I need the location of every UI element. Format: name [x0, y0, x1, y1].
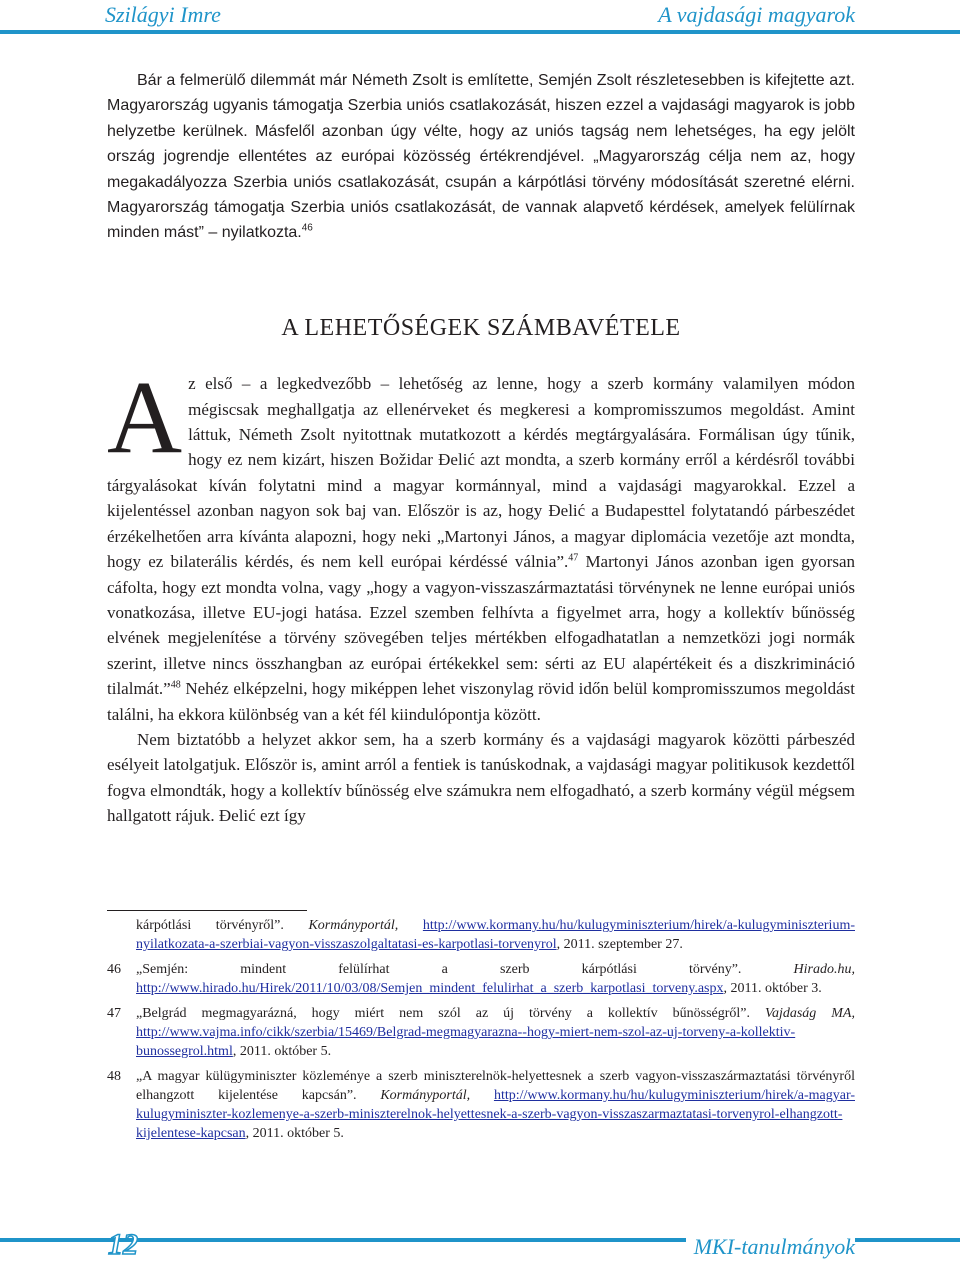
footnote-cont-date: , 2011. szeptember 27. [556, 937, 683, 952]
paragraph-2-text-a: z első – a legkedvezőbb – lehetőség az lenne, hogy a szerb kormány valamilyen módon mégiscsak meghallgatja az ellenérveket és megkeresi a kompromisszumos megoldást. Amint láttuk, Németh Zsolt nyitottnak mutatkozott a kérdés megtárgyalására. Formálisan úgy tűnik, hogy ez nem kizárt, hiszen Božidar Đelić azt mondta, a szerb kormány erről a kérdésről további tárgyalásokat kíván folytatni mind a magyar kormánnyal, mind a vajdasági magyarokkal. Ezzel a kijelentéssel azonban nagyon sok baj van. Először is az, hogy Đelić a Budapesttel folytatandó párbeszédet érzékelhetően arra kívánta alapozni, hogy neki „Martonyi János, a magyar diplomácia vezetője azt mondta, hogy ez bilaterális kérdés, és nem kell európai kérdéssé válnia”. [107, 374, 855, 572]
footnote-cont-text: kárpótlási törvényről”. [136, 918, 309, 933]
footnote-source: Vajdaság MA, [764, 1006, 855, 1021]
footnote-source: Hirado.hu, [793, 962, 855, 977]
footnote-date: , 2011. október 3. [723, 981, 822, 996]
paragraph-2-body [107, 360, 855, 727]
section-heading: A LEHETŐSÉGEK SZÁMBAVÉTELE [281, 314, 681, 341]
footnotes [107, 916, 855, 1149]
footnote-rule [107, 910, 307, 911]
paragraph-2-text-b: Martonyi János azonban igen gyorsan cáfolta, hogy ezt mondta volna, vagy „hogy a vagyon-visszaszármaztatási törvénynek ne lenne európai uniós vonatkozása, illetve EU-jogi hatása. Ezzel szemben felhívta a figyelmet arra, hogy a kollektív bűnösség elvének megjelenítése a törvény szövegében teljes mértékben elfogadhatatlan a nemzetközi jogi normák szerint, illetve nincs összhangban az európai értékekkel sem: sérti az EU alapértékeit és a diszkrimináció tilalmát.” [107, 552, 855, 699]
footnote-text: „Semjén: mindent felülírhat a szerb kárpótlási törvény”. [136, 962, 794, 977]
page-footer [0, 1228, 960, 1267]
main-text [107, 68, 855, 829]
page-number: 12 [108, 1228, 138, 1261]
drop-cap: A [107, 360, 183, 476]
footnote-text: „Belgrád megmagyarázná, hogy miért nem szól az új törvény a kollektív bűnösségről”. [136, 1006, 765, 1021]
footnote-ref-47[interactable]: 47 [568, 552, 579, 564]
footnote-link[interactable]: http://www.hirado.hu/Hirek/2011/10/03/08/Semjen_mindent_felulirhat_a_szerb_karpotlasi_torveny.aspx [136, 981, 724, 996]
footnote-date: , 2011. október 5. [232, 1044, 332, 1059]
footnote-link[interactable]: http://www.kormany.hu/hu/kulugyminiszterium/hirek/a-magyar-kulugyminiszter-kozlemenye-a-szerb-miniszterelnok-helyettesnek-a-szerb-vagyon-visszaszarmaztatasi-torvenyrol-elhangzott-kijelentese-kapcsan [136, 1088, 855, 1141]
footnote-cont-link[interactable]: http://www.kormany.hu/hu/kulugyminiszterium/hirek/a-kulugyminiszterium-nyilatkozata-a-szerbiai-vagyon-visszaszolgaltatasi-es-karpotlasi-torvenyrol [136, 918, 855, 952]
paragraph-1 [107, 68, 855, 246]
footnote-link[interactable]: http://www.vajma.info/cikk/szerbia/15469/Belgrad-megmagyarazna--hogy-miert-nem-szol-az-uj-torveny-a-kollektiv-bunossegrol.html [136, 1025, 796, 1059]
footnote-46 [107, 960, 855, 998]
footnote-48 [107, 1067, 855, 1143]
footnote-continuation [107, 916, 855, 954]
paragraph-3: Nem biztatóbb a helyzet akkor sem, ha a szerb kormány és a vajdasági magyarok közötti párbeszéd esélyeit latolgatjuk. Először is, amint arról a fentiek is tanúskodnak, a vajdasági magyar politikusok kezdettől fogva elmondták, hogy a kollektív bűnösség elve számukra nem elfogadható, a szerb kormány végül mégsem hallgatott rájuk. Đelić ezt így [107, 729, 855, 826]
footnote-source: Kormányportál, [380, 1088, 471, 1103]
footnote-47 [107, 1004, 855, 1061]
footnote-ref-48[interactable]: 48 [170, 679, 181, 691]
footnote-text: „A magyar külügyminiszter közleménye a szerb miniszterelnök-helyettesnek a szerb vagyon-visszaszármaztatási törvényről elhangzott kijelentése kapcsán”. [136, 1069, 855, 1103]
footnote-number: 46 [107, 962, 121, 977]
footer-series: MKI-tanulmányok [686, 1234, 855, 1260]
paragraph-2 [107, 360, 855, 727]
footnote-number: 47 [107, 1006, 121, 1021]
header-author: Szilágyi Imre [105, 2, 221, 27]
page-header [0, 0, 960, 32]
footnote-date: , 2011. október 5. [245, 1126, 344, 1141]
header-rule [0, 30, 960, 34]
footnote-ref-46[interactable]: 46 [301, 223, 313, 235]
header-title: A vajdasági magyarok [658, 2, 855, 27]
footnote-cont-source: Kormányportál, [308, 918, 399, 933]
footnote-number: 48 [107, 1069, 121, 1084]
paragraph-1-text: Bár a felmerülő dilemmát már Németh Zsolt is említette, Semjén Zsolt részletesebben is kifejtette azt. Magyarország ugyanis támogatja Szerbia uniós csatlakozását, hiszen ezzel a vajdasági magyarok is jobb helyzetbe kerülnek. Másfelől azonban úgy vélte, hogy az uniós tagság nem lehetséges, ha egy jelölt ország jogrendje ellentétes az európai közösség értékrendjével. „Magyarország célja nem az, hogy megakadályozza Szerbia uniós csatlakozását, csupán a kárpótlási törvény módosítását szeretné elérni. Magyarország támogatja Szerbia uniós csatlakozását, de vannak alapvető kérdések, amelyek felülírnak minden mást” – nyilatkozta. [107, 72, 855, 242]
paragraph-2-text-c: Nehéz elképzelni, hogy miképpen lehet viszonylag rövid időn belül kompromisszumos megoldást találni, ha ekkora különbség van a két fél kiindulópontja között. [107, 679, 855, 724]
